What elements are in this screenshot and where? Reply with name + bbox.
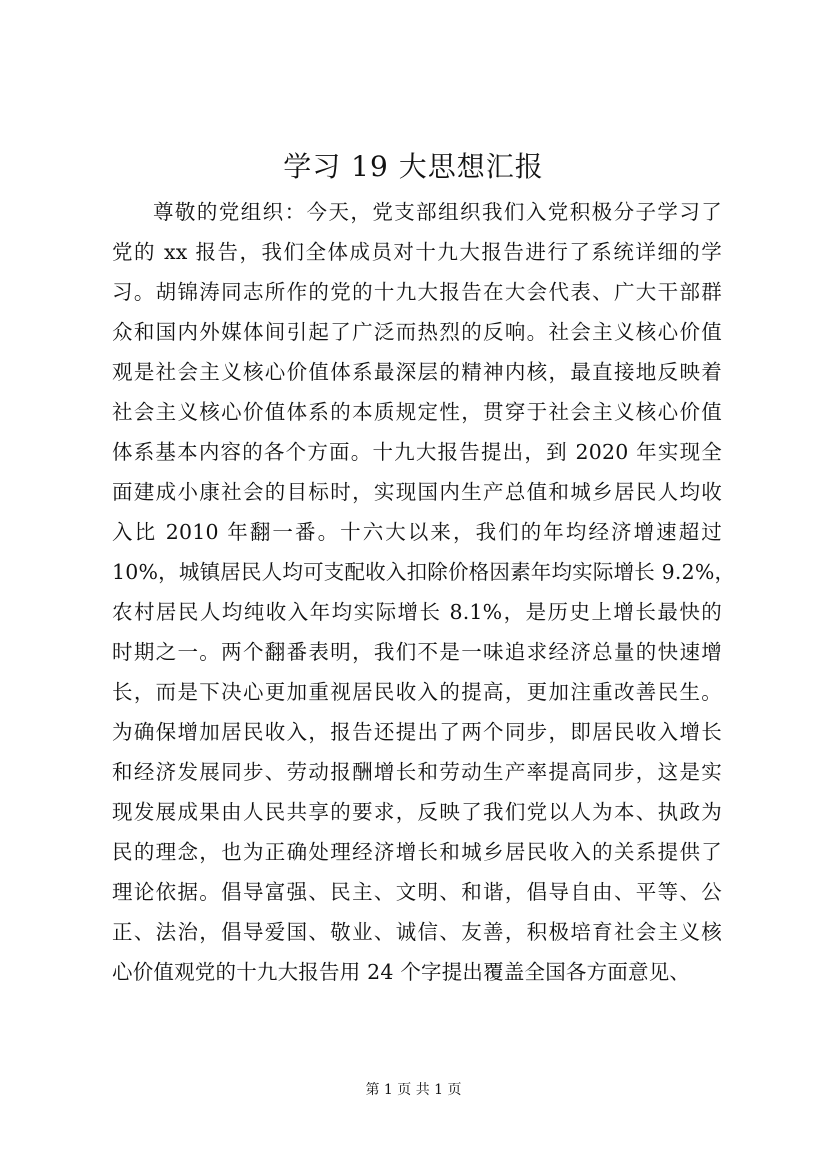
body-line: 农村居民人均纯收入年均实际增长 8.1%，是历史上增长最快的: [112, 600, 722, 624]
body-line: 习。胡锦涛同志所作的党的十九大报告在大会代表、广大干部群: [112, 280, 722, 304]
body-line: 党的 xx 报告，我们全体成员对十九大报告进行了系统详细的学: [112, 240, 722, 264]
body-line: 心价值观党的十九大报告用 24 个字提出覆盖全国各方面意见、: [112, 960, 691, 984]
body-line: 时期之一。两个翻番表明，我们不是一味追求经济总量的快速增: [112, 640, 722, 664]
body-line: 长，而是下决心更加重视居民收入的提高，更加注重改善民生。: [112, 680, 722, 704]
body-line: 观是社会主义核心价值体系最深层的精神内核，最直接地反映着: [112, 360, 722, 384]
body-line: 正、法治，倡导爱国、敬业、诚信、友善，积极培育社会主义核: [112, 920, 722, 944]
document-title: 学习 19 大思想汇报: [283, 150, 544, 183]
page-number: 第 1 页 共 1 页: [365, 1082, 462, 1098]
body-line: 体系基本内容的各个方面。十九大报告提出，到 2020 年实现全: [112, 440, 722, 464]
document-body: [112, 192, 736, 992]
body-line: 入比 2010 年翻一番。十六大以来，我们的年均经济增速超过: [112, 520, 722, 544]
body-line: 众和国内外媒体间引起了广泛而热烈的反响。社会主义核心价值: [112, 320, 722, 344]
body-line: 现发展成果由人民共享的要求，反映了我们党以人为本、执政为: [112, 800, 722, 824]
body-line: 10%，城镇居民人均可支配收入扣除价格因素年均实际增长 9.2%，: [112, 560, 736, 584]
body-line: 社会主义核心价值体系的本质规定性，贯穿于社会主义核心价值: [112, 400, 722, 424]
body-line: 和经济发展同步、劳动报酬增长和劳动生产率提高同步，这是实: [112, 760, 722, 784]
body-line: 民的理念，也为正确处理经济增长和城乡居民收入的关系提供了: [112, 840, 722, 864]
body-line: 理论依据。倡导富强、民主、文明、和谐，倡导自由、平等、公: [112, 880, 722, 904]
body-line: 尊敬的党组织：今天，党支部组织我们入党积极分子学习了: [153, 200, 722, 224]
body-line: 面建成小康社会的目标时，实现国内生产总值和城乡居民人均收: [112, 480, 722, 504]
body-line: 为确保增加居民收入，报告还提出了两个同步，即居民收入增长: [112, 720, 722, 744]
